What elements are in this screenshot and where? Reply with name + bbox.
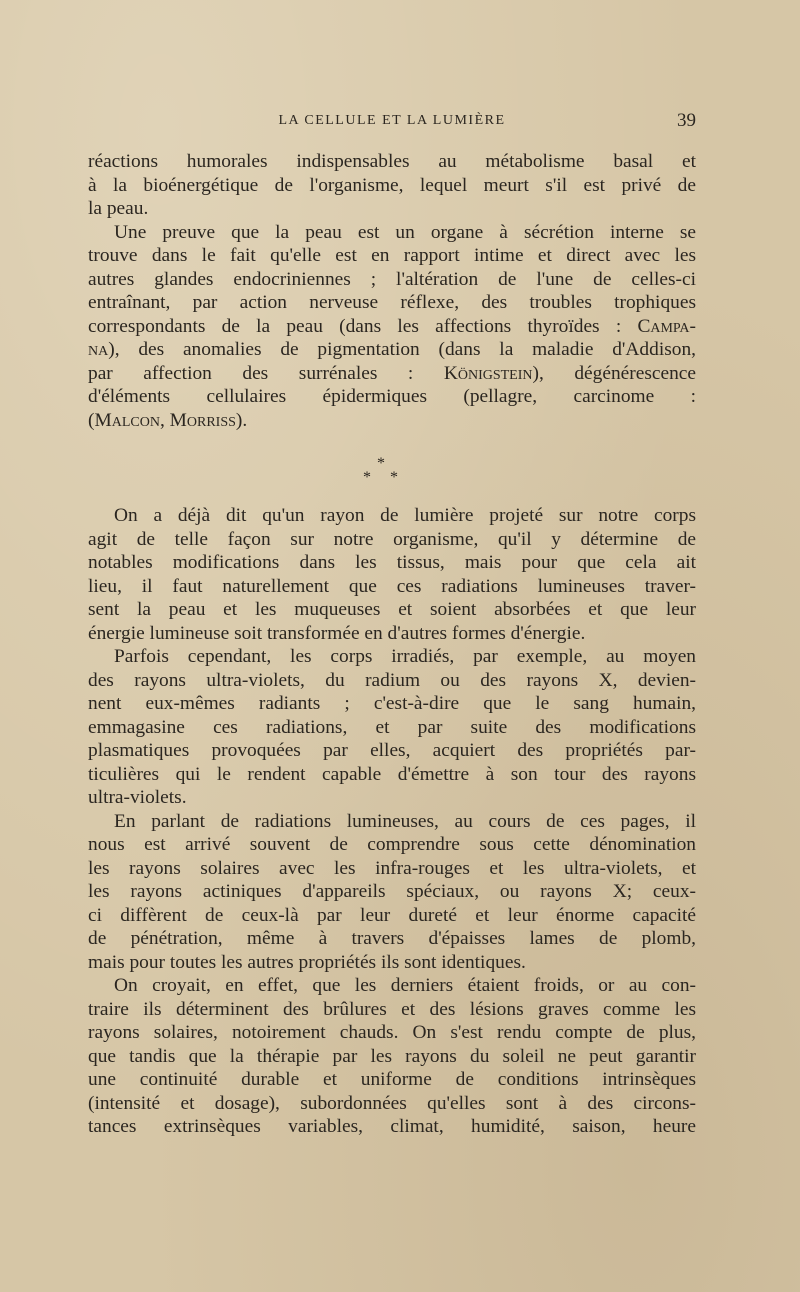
paragraph <box>88 504 696 645</box>
paragraph <box>88 974 696 1139</box>
text-line: les rayons solaires avec les infra-rouges et les ultra-violets, et <box>88 857 696 879</box>
text-line: autres glandes endocriniennes ; l'altération de l'une de celles-ci <box>88 268 696 290</box>
text-line: ultra-violets. <box>88 787 187 808</box>
text-line: réactions humorales indispensables au métabolisme basal et <box>88 151 696 172</box>
asterisk: * <box>390 469 398 486</box>
text-line: plasmatiques provoquées par elles, acquiert des propriétés par- <box>88 740 696 761</box>
running-title: LA CELLULE ET LA LUMIÈRE <box>278 113 506 128</box>
text-line: que tandis que la thérapie par les rayons du soleil ne peut garantir <box>88 1045 696 1067</box>
text-line: rayons solaires, notoirement chauds. On s'est rendu compte de plus, <box>88 1022 696 1043</box>
text-line: trouve dans le fait qu'elle est en rapport intime et direct avec les <box>88 245 696 266</box>
text-line: les rayons actiniques d'appareils spéciaux, ou rayons X; ceux- <box>88 881 696 902</box>
text-line: traire ils déterminent des brûlures et des lésions graves comme les <box>88 998 696 1020</box>
text-line: tances extrinsèques variables, climat, humidité, saison, heure <box>88 1116 696 1137</box>
text-line: énergie lumineuse soit transformée en d'autres formes d'énergie. <box>88 622 586 644</box>
text-line: Une preuve que la peau est un organe à sécrétion interne se <box>114 221 696 243</box>
text-line: sent la peau et les muqueuses et soient absorbées et que leur <box>88 599 696 620</box>
text-line: ticulières qui le rendent capable d'émettre à son tour des rayons <box>88 763 696 785</box>
text-line: Parfois cependant, les corps irradiés, par exemple, au moyen <box>114 646 696 667</box>
text-line: correspondants de la peau (dans les affections thyroïdes : Campa- <box>88 315 696 337</box>
asterisk: * <box>377 455 385 472</box>
text-line: par affection des surrénales : Königstein), dégénérescence <box>88 362 696 384</box>
text-line: lieu, il faut naturellement que ces radiations lumineuses traver- <box>88 575 696 597</box>
text-line: mais pour toutes les autres propriétés ils sont identiques. <box>88 951 526 973</box>
text-line: ci diffèrent de ceux-là par leur dureté et leur énorme capacité <box>88 904 696 926</box>
text-line: la peau. <box>88 198 149 219</box>
text-line: (Malcon, Morriss). <box>88 409 248 431</box>
text-line: notables modifications dans les tissus, mais pour que cela ait <box>88 552 696 573</box>
text-line: à la bioénergétique de l'organisme, lequel meurt s'il est privé de <box>88 174 696 196</box>
text-line: emmagasine ces radiations, et par suite des modifications <box>88 716 696 738</box>
text-line: nent eux-mêmes radiants ; c'est-à-dire que le sang humain, <box>88 693 696 714</box>
section-break-asterism <box>88 432 696 504</box>
text-line: na), des anomalies de pigmentation (dans la maladie d'Addison, <box>88 339 696 360</box>
page-body <box>88 150 696 1139</box>
text-line: de pénétration, même à travers d'épaisses lames de plomb, <box>88 928 696 949</box>
paragraph <box>88 150 696 221</box>
text-line: En parlant de radiations lumineuses, au cours de ces pages, il <box>114 810 696 832</box>
text-line: des rayons ultra-violets, du radium ou des rayons X, devien- <box>88 669 696 691</box>
text-line: une continuité durable et uniforme de conditions intrinsèques <box>88 1069 696 1090</box>
page-header <box>88 110 696 134</box>
text-line: (intensité et dosage), subordonnées qu'elles sont à des circons- <box>88 1092 696 1114</box>
text-line: entraînant, par action nerveuse réflexe, des troubles trophiques <box>88 292 696 313</box>
text-line: On croyait, en effet, que les derniers étaient froids, or au con- <box>114 975 696 996</box>
text-line: d'éléments cellulaires épidermiques (pellagre, carcinome : <box>88 386 696 407</box>
paragraph <box>88 221 696 433</box>
page-number: 39 <box>677 110 696 131</box>
paragraph <box>88 810 696 975</box>
asterisk: * <box>363 469 371 486</box>
text-line: On a déjà dit qu'un rayon de lumière projeté sur notre corps <box>114 505 696 526</box>
paragraph <box>88 645 696 810</box>
text-line: nous est arrivé souvent de comprendre sous cette dénomination <box>88 834 696 855</box>
text-line: agit de telle façon sur notre organisme, qu'il y détermine de <box>88 528 696 550</box>
